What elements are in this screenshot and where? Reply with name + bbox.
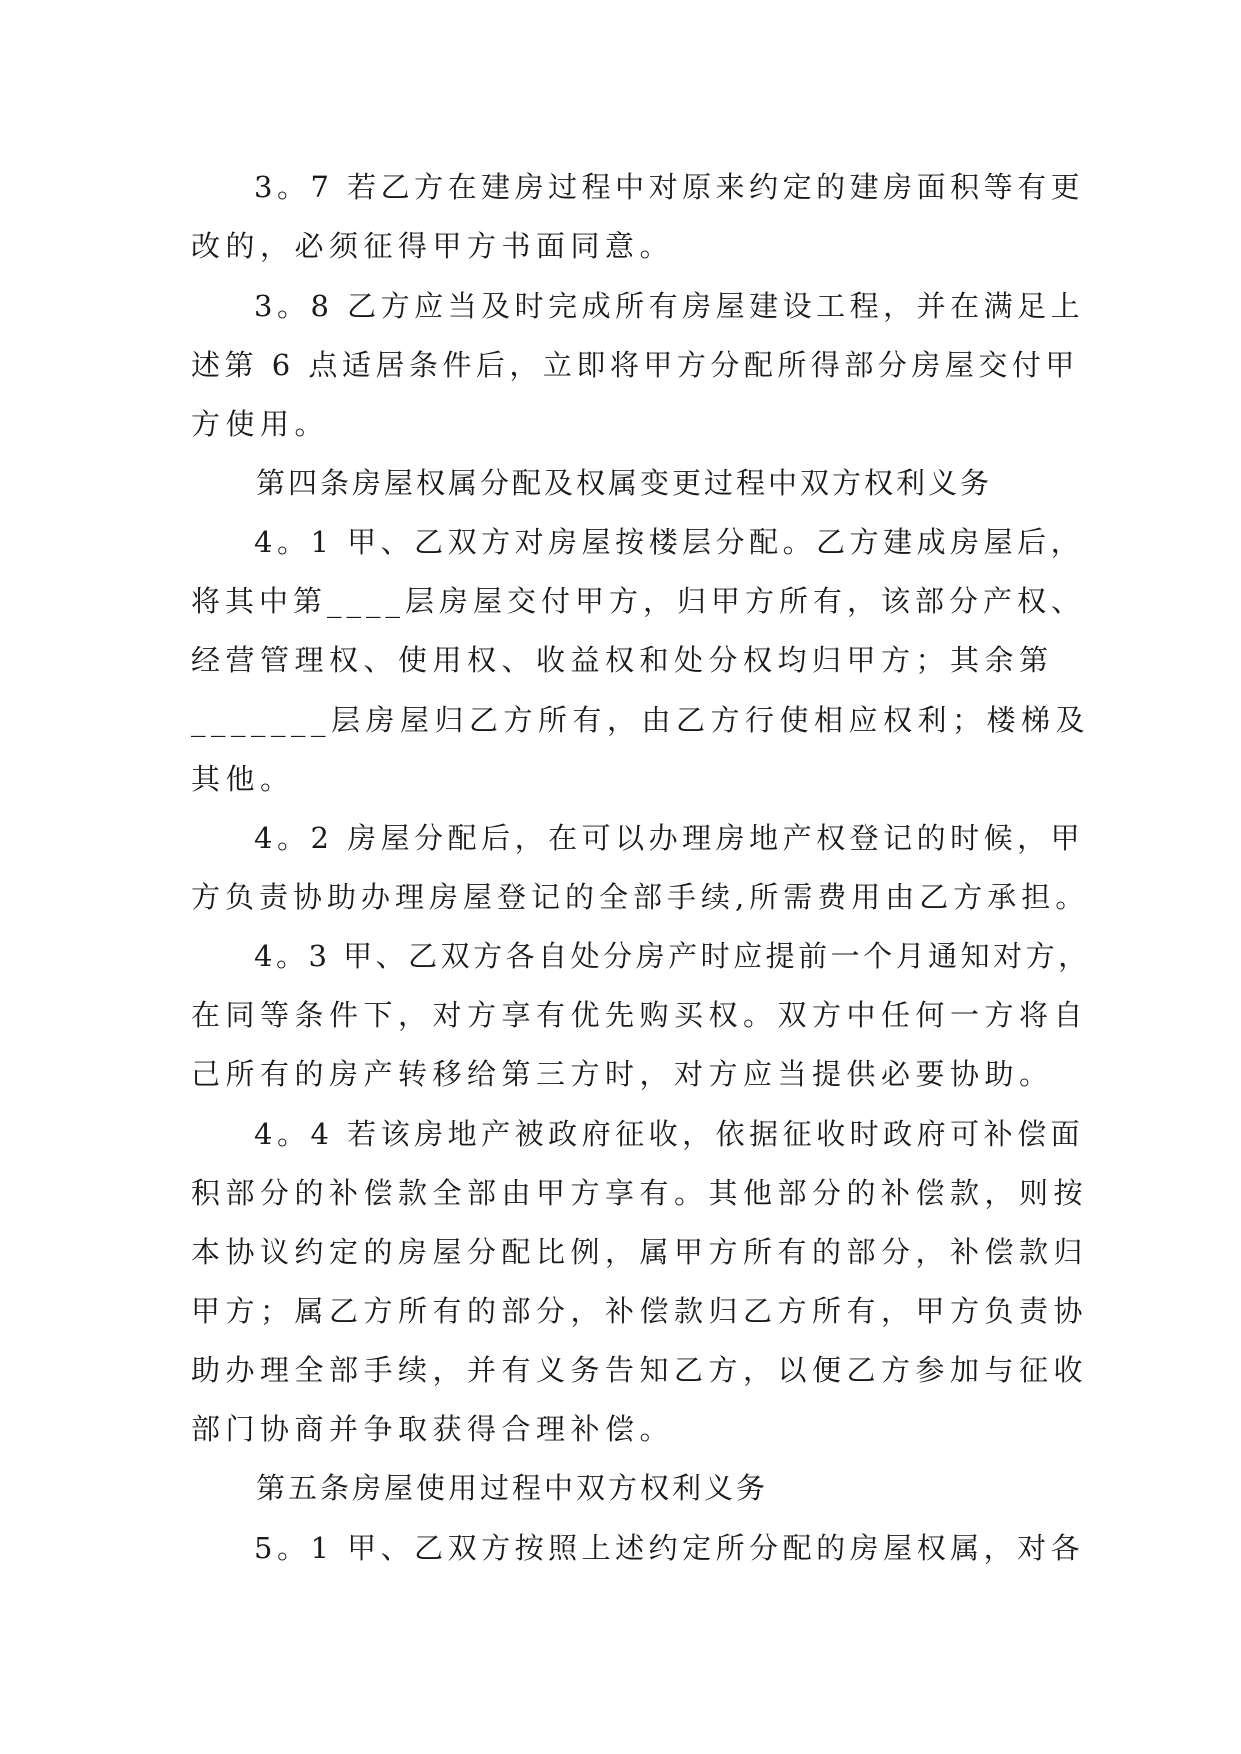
article-5-heading: 第五条房屋使用过程中双方权利义务 [256,1471,769,1505]
paragraph-4-1-line-5: 其他。 [191,762,295,796]
paragraph-3-7-line-2: 改的，必须征得甲方书面同意。 [191,229,675,263]
paragraph-4-1-line-1: 4。1 甲、乙双方对房屋按楼层分配。乙方建成房屋后， [254,525,1085,559]
article-4-heading: 第四条房屋权属分配及权属变更过程中双方权利义务 [256,466,993,500]
paragraph-4-2-line-1: 4。2 房屋分配后，在可以办理房地产权登记的时候，甲 [254,821,1085,855]
paragraph-4-4-line-4: 甲方；属乙方所有的部分，补偿款归乙方所有，甲方负责协 [191,1294,1089,1328]
paragraph-4-1-line-3: 经营管理权、使用权、收益权和处分权均归甲方；其余第 [191,643,1054,677]
paragraph-3-8-line-1: 3。8 乙方应当及时完成所有房屋建设工程，并在满足上 [254,289,1085,323]
paragraph-5-1-line-1: 5。1 甲、乙双方按照上述约定所分配的房屋权属，对各 [254,1531,1085,1565]
paragraph-4-3-line-1: 4。3 甲、乙双方各自处分房产时应提前一个月通知对方， [254,939,1091,973]
paragraph-4-4-line-3: 本协议约定的房屋分配比例，属甲方所有的部分，补偿款归 [191,1235,1089,1269]
paragraph-4-4-line-2: 积部分的补偿款全部由甲方享有。其他部分的补偿款，则按 [191,1176,1089,1210]
paragraph-4-4-line-5: 助办理全部手续，并有义务告知乙方，以便乙方参加与征收 [191,1353,1089,1387]
paragraph-3-8-line-3: 方使用。 [191,407,330,441]
paragraph-4-1-line-2: 将其中第____层房屋交付甲方，归甲方所有，该部分产权、 [191,584,1086,618]
paragraph-3-7-line-1: 3。7 若乙方在建房过程中对原来约定的建房面积等有更 [254,170,1085,204]
paragraph-4-1-line-4: _______层房屋归乙方所有，由乙方行使相应权利；楼梯及 [191,703,1091,737]
paragraph-4-4-line-6: 部门协商并争取获得合理补偿。 [191,1412,675,1446]
paragraph-4-3-line-2: 在同等条件下，对方享有优先购买权。双方中任何一方将自 [191,998,1089,1032]
paragraph-4-2-line-2: 方负责协助办理房屋登记的全部手续,所需费用由乙方承担。 [191,880,1090,914]
paragraph-4-4-line-1: 4。4 若该房地产被政府征收，依据征收时政府可补偿面 [254,1117,1085,1151]
paragraph-3-8-line-2: 述第 6 点适居条件后，立即将甲方分配所得部分房屋交付甲 [191,348,1079,382]
paragraph-4-3-line-3: 己所有的房产转移给第三方时，对方应当提供必要协助。 [191,1057,1054,1091]
